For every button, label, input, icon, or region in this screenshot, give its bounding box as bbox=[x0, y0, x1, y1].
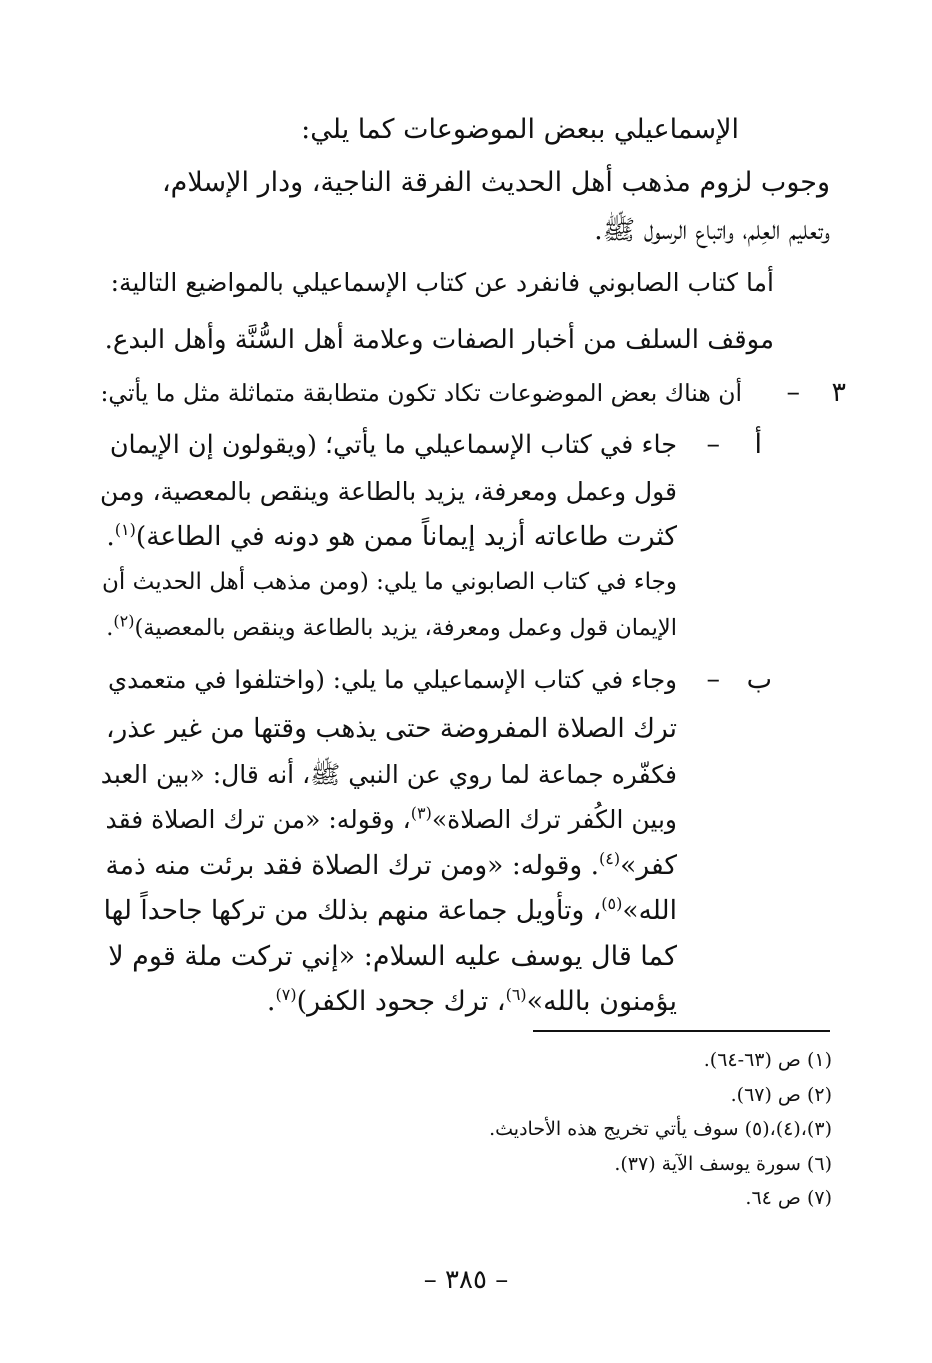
footnote-ref-2: (٢) bbox=[113, 611, 135, 631]
item-a-line-2: قول وعمل ومعرفة، يزيد بالطاعة وينقص بالمعصية، ومن bbox=[100, 477, 677, 506]
item-b-line-2: ترك الصلاة المفروضة حتى يذهب وقتها من غير عذر، bbox=[105, 713, 677, 744]
item-a-line-3 bbox=[106, 517, 677, 557]
footnote-2: (٢) ص (٦٧). bbox=[730, 1084, 832, 1106]
item-b-line-5 bbox=[106, 846, 677, 886]
footnote-3: (٣)،(٤)،(٥) سوف يأتي تخريج هذه الأحاديث. bbox=[489, 1118, 832, 1140]
footnote-separator bbox=[533, 1030, 830, 1032]
item-a-line-5 bbox=[106, 608, 677, 648]
sabuni-line-2: موقف السلف من أخبار الصفات وعلامة أهل السُّنَّة وأهل البدع. bbox=[104, 325, 774, 355]
item-b-line-1: وجاء في كتاب الإسماعيلي ما يلي: (واختلفوا في متعمدي bbox=[107, 665, 677, 694]
page-number: – ٣٨٥ – bbox=[423, 1265, 509, 1295]
item-a-line-1: جاء في كتاب الإسماعيلي ما يأتي؛ (ويقولون إن الإيمان bbox=[109, 430, 677, 460]
item-a-line-3-text: كثرت طاعاته أزيد إيماناً ممن هو دونه في الطاعة) bbox=[135, 521, 677, 552]
item-b-line-3: فكفّره جماعة لما روي عن النبي ﷺ، أنه قال: «بين العبد bbox=[100, 760, 677, 789]
point-dash: – bbox=[786, 377, 800, 408]
intro-line-1: الإسماعيلي ببعض الموضوعات كما يلي: bbox=[301, 114, 739, 145]
item-b-line-7: كما قال يوسف عليه السلام: «إني تركت ملة قوم لا bbox=[108, 941, 677, 972]
item-b-line-5a: كفر» bbox=[620, 850, 677, 881]
item-b-line-8b: ، ترك جحود الكفر) bbox=[296, 986, 506, 1017]
item-a-letter: أ bbox=[754, 429, 762, 460]
item-b-line-4b: ، وقوله: «من ترك الصلاة فقد bbox=[105, 805, 411, 834]
item-a-dash: – bbox=[706, 429, 720, 460]
footnote-ref-3: (٣) bbox=[410, 803, 432, 823]
item-b-dash: – bbox=[706, 664, 720, 695]
footnote-ref-5: (٥) bbox=[601, 894, 623, 914]
footnote-5: (٧) ص ٦٤. bbox=[745, 1187, 832, 1209]
footnote-ref-4: (٤) bbox=[599, 849, 621, 869]
item-b-line-8 bbox=[267, 982, 677, 1022]
footnote-ref-7: (٧) bbox=[275, 985, 297, 1004]
item-b-line-6 bbox=[104, 891, 677, 931]
item-b-line-4a: وبين الكُفر ترك الصلاة» bbox=[431, 805, 677, 834]
item-b-line-6a: الله» bbox=[622, 895, 677, 926]
item-b-letter: ب bbox=[746, 664, 772, 695]
item-b-line-8c: . bbox=[266, 986, 276, 1017]
footnote-ref-6: (٦) bbox=[505, 985, 527, 1004]
footnote-ref-1: (١) bbox=[114, 520, 136, 540]
intro-line-3: وتعليم العِلم، واتباع الرسول ﷺ. bbox=[594, 215, 830, 246]
intro-line-2: وجوب لزوم مذهب أهل الحديث الفرقة الناجية، ودار الإسلام، bbox=[161, 167, 830, 198]
sabuni-line-1: أما كتاب الصابوني فانفرد عن كتاب الإسماعيلي بالمواضيع التالية: bbox=[110, 268, 774, 297]
point-3-text: أن هناك بعض الموضوعات تكاد تكون متطابقة متماثلة مثل ما يأتي: bbox=[100, 379, 742, 407]
footnote-1: (١) ص (٦٣-٦٤). bbox=[703, 1049, 832, 1071]
footnote-4: (٦) سورة يوسف الآية (٣٧). bbox=[614, 1153, 832, 1175]
item-a-line-4: وجاء في كتاب الصابوني ما يلي: (ومن مذهب أهل الحديث أن bbox=[102, 569, 677, 595]
point-number: ٣ bbox=[831, 377, 846, 408]
item-a-line-5-end: . bbox=[106, 615, 114, 641]
item-b-line-6b: ، وتأويل جماعة منهم بذلك من تركها جاحداً لها bbox=[103, 895, 602, 926]
item-b-line-5b: . وقوله: «ومن ترك الصلاة فقد برئت منه ذمة bbox=[105, 850, 600, 881]
item-b-line-4 bbox=[105, 800, 677, 840]
item-b-line-8a: يؤمنون بالله» bbox=[526, 986, 677, 1017]
item-a-line-3-end: . bbox=[106, 521, 115, 552]
item-a-line-5-text: الإيمان قول وعمل ومعرفة، يزيد بالطاعة وينقص بالمعصية) bbox=[134, 615, 677, 641]
